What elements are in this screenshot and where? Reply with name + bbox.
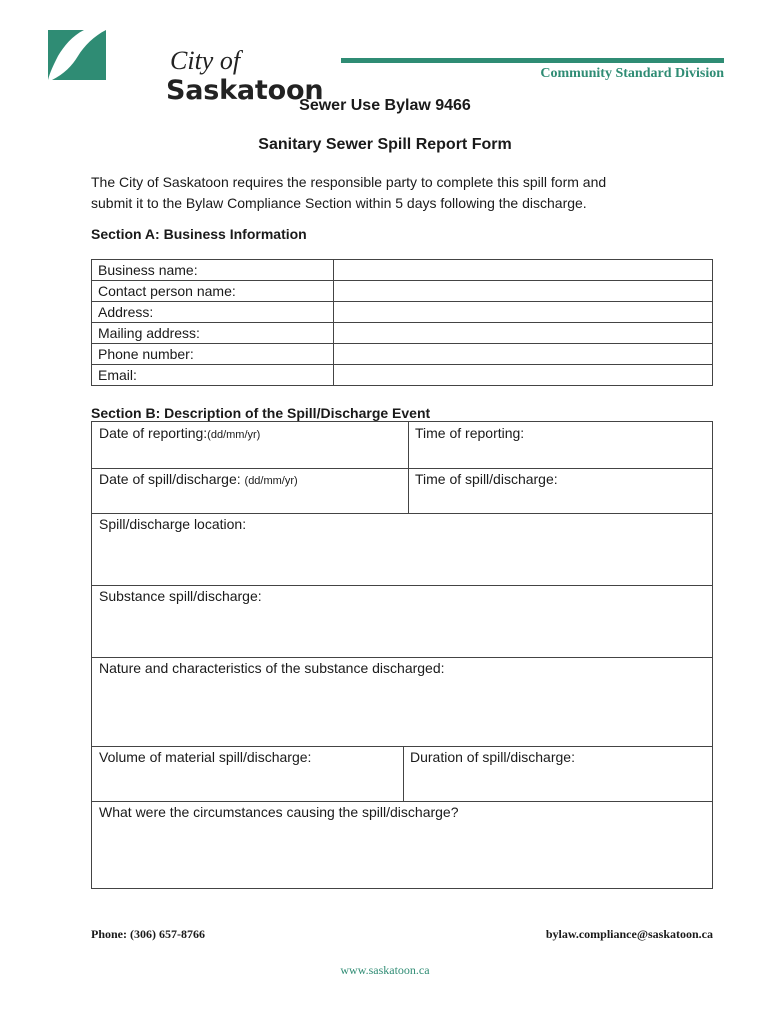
form-title: Sanitary Sewer Spill Report Form: [258, 136, 512, 153]
phone-number-field[interactable]: [334, 344, 713, 365]
substance-label: Substance spill/discharge:: [99, 588, 262, 604]
circumstances-field[interactable]: [99, 804, 459, 821]
city-logo: [44, 26, 324, 106]
row-divider: [92, 468, 712, 469]
column-divider: [408, 422, 409, 513]
spill-event-form: [91, 421, 713, 889]
table-row: [92, 281, 713, 302]
intro-line-2: submit it to the Bylaw Compliance Section within 5 days following the discharge.: [91, 195, 587, 211]
contact-person-label: Contact person name:: [92, 281, 334, 302]
section-a-heading: Section A: Business Information: [91, 226, 307, 242]
date-of-spill-label: Date of spill/discharge:: [99, 471, 245, 487]
column-divider: [403, 746, 404, 801]
row-divider: [92, 585, 712, 586]
saskatoon-logo-icon: [44, 28, 110, 82]
email-label: Email:: [92, 365, 334, 386]
duration-label: Duration of spill/discharge:: [410, 749, 575, 765]
mailing-address-label: Mailing address:: [92, 323, 334, 344]
footer-email: bylaw.compliance@saskatoon.ca: [545, 927, 713, 941]
logo-city-text: City of: [170, 46, 241, 75]
address-label: Address:: [92, 302, 334, 323]
duration-field[interactable]: [410, 749, 575, 766]
section-b-heading: Section B: Description of the Spill/Discharge Event: [91, 405, 431, 421]
row-divider: [92, 801, 712, 802]
spill-location-label: Spill/discharge location:: [99, 516, 247, 532]
nature-label: Nature and characteristics of the substance discharged:: [99, 660, 445, 676]
business-name-label: Business name:: [92, 260, 334, 281]
footer-website: www.saskatoon.ca: [340, 963, 430, 977]
volume-label: Volume of material spill/discharge:: [99, 749, 312, 765]
contact-person-field[interactable]: [334, 281, 713, 302]
date-format-hint: (dd/mm/yr): [207, 429, 261, 441]
phone-number-label: Phone number:: [92, 344, 334, 365]
email-field[interactable]: [334, 365, 713, 386]
footer-phone: Phone: (306) 657-8766: [91, 927, 205, 941]
date-of-reporting-field[interactable]: [99, 425, 260, 444]
table-row: [92, 344, 713, 365]
table-row: [92, 323, 713, 344]
time-of-reporting-field[interactable]: [415, 425, 524, 442]
substance-field[interactable]: [99, 588, 262, 605]
table-row: [92, 365, 713, 386]
address-field[interactable]: [334, 302, 713, 323]
row-divider: [92, 657, 712, 658]
division-name: Community Standard Division: [540, 66, 724, 81]
date-of-reporting-label: Date of reporting:: [99, 425, 208, 441]
header-rule: [341, 58, 724, 63]
time-of-spill-label: Time of spill/discharge:: [415, 471, 558, 487]
row-divider: [92, 513, 712, 514]
table-row: [92, 302, 713, 323]
date-of-spill-field[interactable]: [99, 471, 298, 490]
intro-paragraph: [91, 172, 731, 214]
business-name-field[interactable]: [334, 260, 713, 281]
time-of-reporting-label: Time of reporting:: [415, 425, 525, 441]
date-format-hint: (dd/mm/yr): [244, 475, 298, 487]
table-row: [92, 260, 713, 281]
row-divider: [92, 746, 712, 747]
bylaw-title: Sewer Use Bylaw 9466: [299, 97, 471, 114]
business-info-table: [91, 259, 713, 386]
logo-name-text: Saskatoon: [166, 75, 324, 106]
spill-location-field[interactable]: [99, 516, 246, 533]
volume-field[interactable]: [99, 749, 311, 766]
time-of-spill-field[interactable]: [415, 471, 558, 488]
nature-field[interactable]: [99, 660, 445, 677]
mailing-address-field[interactable]: [334, 323, 713, 344]
intro-line-1: The City of Saskatoon requires the responsible party to complete this spill form and: [91, 174, 607, 190]
circumstances-label: What were the circumstances causing the spill/discharge?: [99, 804, 459, 820]
